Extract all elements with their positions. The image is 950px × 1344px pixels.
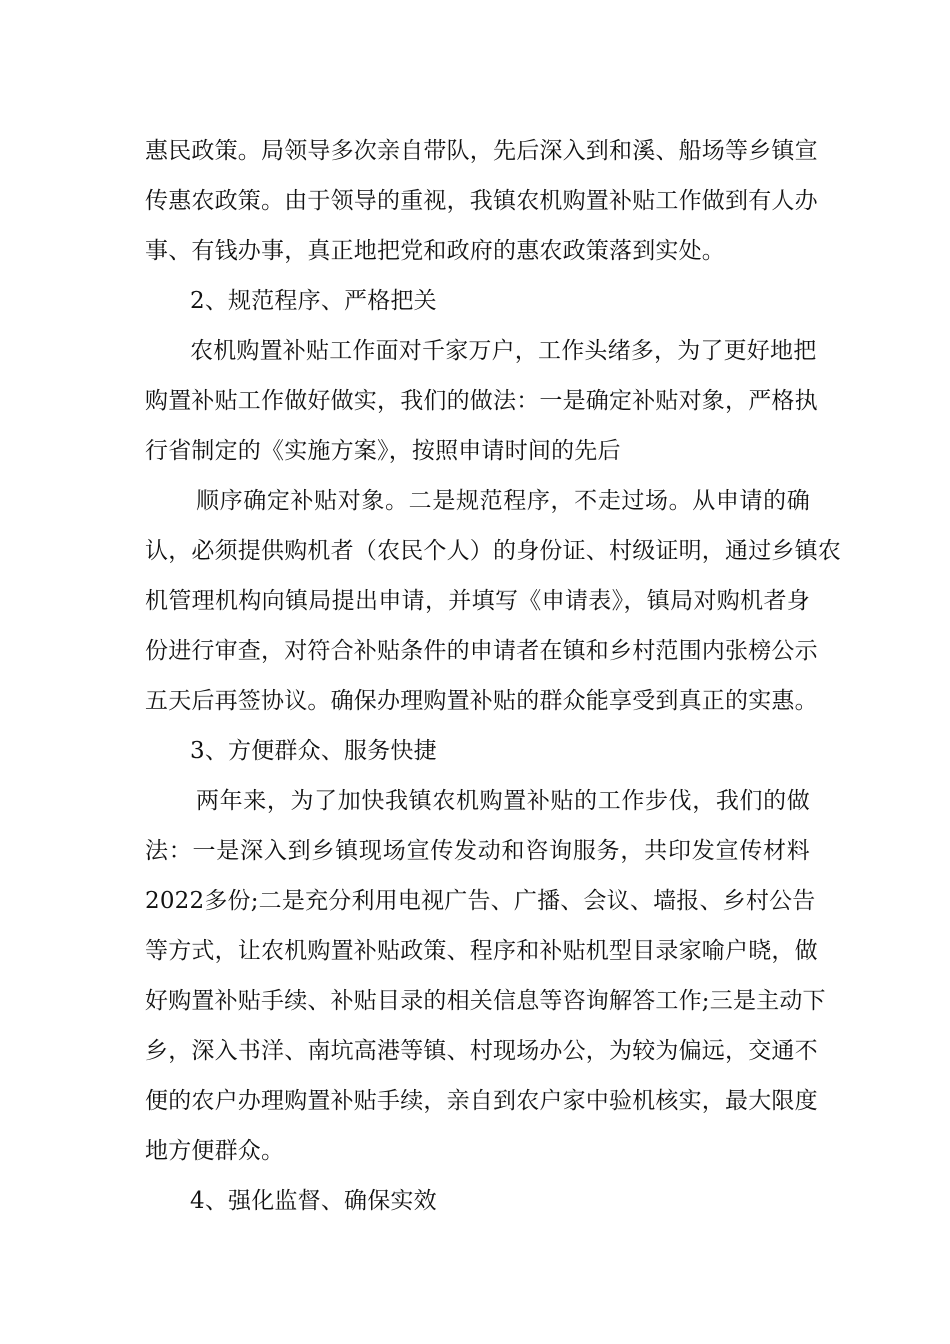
paragraph-line: 农机购置补贴工作面对千家万户，工作头绪多，为了更好地把 [190, 338, 817, 364]
paragraph-line: 顺序确定补贴对象。二是规范程序，不走过场。从申请的确 [196, 488, 810, 514]
paragraph-line: 行省制定的《实施方案》，按照申请时间的先后 [145, 438, 621, 464]
paragraph-line: 等方式，让农机购置补贴政策、程序和补贴机型目录家喻户晓，做 [145, 938, 818, 964]
paragraph-line: 好购置补贴手续、补贴目录的相关信息等咨询解答工作;三是主动下 [145, 988, 826, 1014]
paragraph-line: 法：一是深入到乡镇现场宣传发动和咨询服务，共印发宣传材料 [145, 838, 810, 864]
paragraph-line: 乡，深入书洋、南坑高港等镇、村现场办公，为较为偏远，交通不 [145, 1038, 818, 1064]
paragraph-line: 认，必须提供购机者（农民个人）的身份证、村级证明，通过乡镇农 [145, 538, 841, 564]
section-heading: 2、规范程序、严格把关 [190, 288, 437, 314]
paragraph-line: 五天后再签协议。确保办理购置补贴的群众能享受到真正的实惠。 [145, 688, 818, 714]
paragraph-line: 机管理机构向镇局提出申请，并填写《申请表》，镇局对购机者身 [145, 588, 810, 614]
section-heading: 4、强化监督、确保实效 [190, 1188, 437, 1214]
paragraph-line: 购置补贴工作做好做实，我们的做法：一是确定补贴对象，严格执 [145, 388, 818, 414]
paragraph-line: 传惠农政策。由于领导的重视，我镇农机购置补贴工作做到有人办 [145, 188, 818, 214]
paragraph-line: 事、有钱办事，真正地把党和政府的惠农政策落到实处。 [145, 238, 725, 264]
paragraph-line: 惠民政策。局领导多次亲自带队，先后深入到和溪、船场等乡镇宣 [145, 138, 818, 164]
paragraph-line: 2022多份;二是充分利用电视广告、广播、会议、墙报、乡村公告 [145, 888, 816, 914]
paragraph-line: 两年来，为了加快我镇农机购置补贴的工作步伐，我们的做 [196, 788, 810, 814]
section-heading: 3、方便群众、服务快捷 [190, 738, 437, 764]
paragraph-line: 份进行审查，对符合补贴条件的申请者在镇和乡村范围内张榜公示 [145, 638, 818, 664]
paragraph-line: 便的农户办理购置补贴手续，亲自到农户家中验机核实，最大限度 [145, 1088, 818, 1114]
paragraph-line: 地方便群众。 [145, 1138, 285, 1164]
